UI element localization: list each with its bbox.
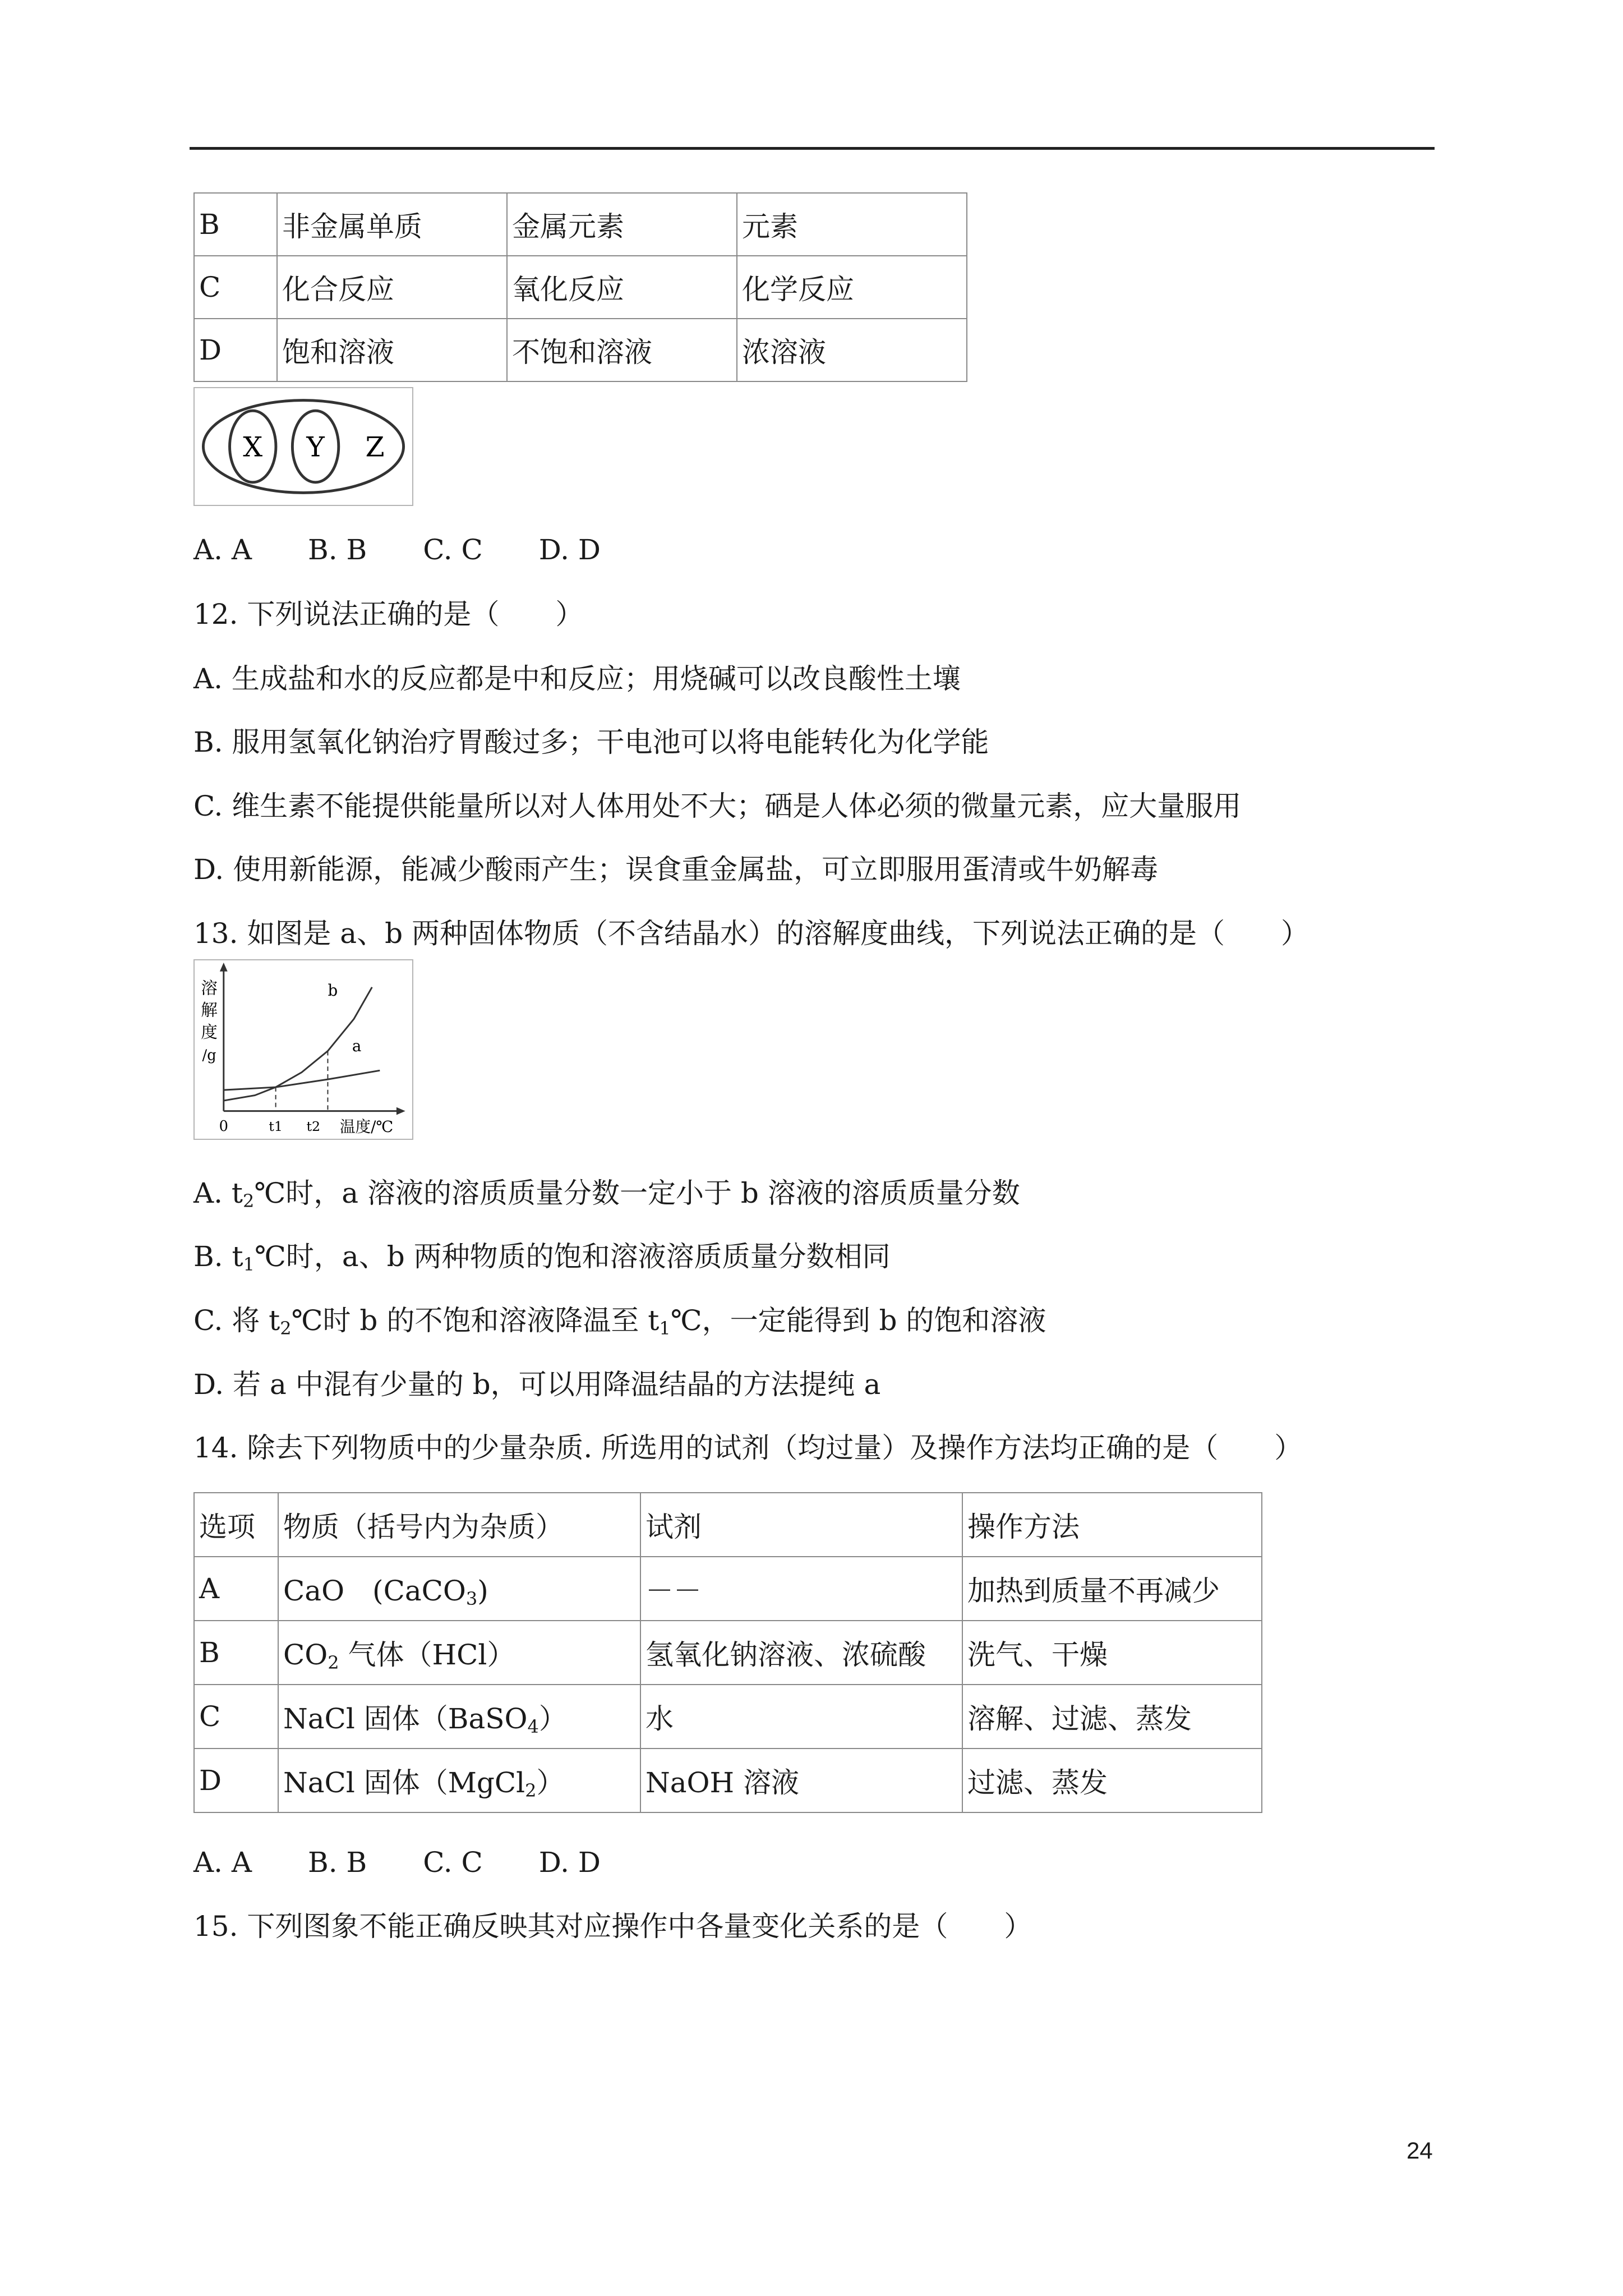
substance-subscript: 2 [525,1780,537,1801]
table-cell [278,1621,640,1685]
substance-text: ） [536,1766,565,1799]
table-header-row [194,1493,1262,1557]
classification-table [193,192,967,382]
table-cell: A [194,1557,278,1621]
x-axis-label: 温度/℃ [339,1117,394,1137]
table-header-cell: 物质（括号内为杂质） [278,1493,640,1557]
y-label-char: 溶 [201,978,218,998]
q12-option-b: B. 服用氢氧化钠治疗胃酸过多；干电池可以将电能转化为化学能 [193,726,989,758]
table-cell: 洗气、干燥 [962,1621,1262,1685]
substance-subscript: 2 [328,1652,339,1673]
y-label-char: /g [202,1047,216,1064]
table-row [194,1685,1262,1749]
x-axis-arrow [396,1107,405,1115]
y-axis-arrow [220,963,228,972]
q11-options: A. A B. B C. C D. D [193,533,601,566]
q13-c-sub2: 1 [659,1318,671,1339]
substance-text: 气体（HCl） [339,1639,515,1671]
page-number: 24 [1407,2137,1433,2164]
x-tick-origin: 0 [219,1118,228,1135]
table-cell: 加热到质量不再减少 [962,1557,1262,1621]
substance-text: NaCl 固体（MgCl [283,1766,525,1799]
substance-text: NaCl 固体（BaSO [283,1703,528,1735]
solubility-curve-a [224,1070,380,1090]
q13-option-b [193,1240,891,1273]
table-cell: 水 [640,1685,962,1749]
table-cell: C [194,256,277,319]
q13-stem: 13. 如图是 a、b 两种固体物质（不含结晶水）的溶解度曲线，下列说法正确的是（ ） [193,917,1310,950]
table-cell: 化学反应 [737,256,967,319]
table-cell: NaOH 溶液 [640,1749,962,1812]
table-row [194,319,967,381]
q12-option-d: D. 使用新能源，能减少酸雨产生；误食重金属盐，可立即服用蛋清或牛奶解毒 [193,853,1159,886]
curve-label-b: b [328,981,338,1000]
table-cell: 饱和溶液 [277,319,507,381]
table-cell: －－ [640,1557,962,1621]
table-cell: C [194,1685,278,1749]
q12-stem: 12. 下列说法正确的是（ ） [193,598,584,631]
x-tick-t2: t2 [306,1119,321,1135]
q13-c-mid: ℃时 b 的不饱和溶液降温至 t [291,1304,660,1337]
q13-b-post: ℃时，a、b 两种物质的饱和溶液溶质质量分数相同 [254,1240,891,1273]
q13-option-d: D. 若 a 中混有少量的 b，可以用降温结晶的方法提纯 a [193,1368,881,1401]
table-cell: 过滤、蒸发 [962,1749,1262,1812]
table-cell: D [194,1749,278,1812]
substance-text: ) [477,1575,488,1607]
q13-option-c [193,1304,1046,1337]
table-header-cell: 操作方法 [962,1493,1262,1557]
q13-c-post: ℃，一定能得到 b 的饱和溶液 [670,1304,1046,1337]
q13-b-pre: B. t [193,1240,243,1273]
table-cell: 氧化反应 [507,256,737,319]
table-cell [278,1557,640,1621]
table-row [194,1557,1262,1621]
table-cell: 不饱和溶液 [507,319,737,381]
table-header-cell: 选项 [194,1493,278,1557]
table-cell: 元素 [737,193,967,256]
venn-label-y: Y [306,430,325,463]
table-cell: 浓溶液 [737,319,967,381]
table-row [194,1749,1262,1812]
substance-text: CO [283,1639,328,1671]
table-cell: B [194,1621,278,1685]
q15-stem: 15. 下列图象不能正确反映其对应操作中各量变化关系的是（ ） [193,1910,1032,1943]
q13-option-a [193,1176,1020,1210]
q13-c-pre: C. 将 t [193,1304,280,1337]
q13-c-sub1: 2 [280,1318,292,1339]
substance-subscript: 3 [465,1588,478,1609]
venn-diagram [193,387,413,506]
q14-options: A. A B. B C. C D. D [193,1846,601,1879]
solubility-chart [193,959,413,1140]
q14-stem: 14. 除去下列物质中的少量杂质. 所选用的试剂（均过量）及操作方法均正确的是（ ） [193,1432,1303,1464]
venn-label-x: X [243,430,263,463]
table-header-cell: 试剂 [640,1493,962,1557]
substance-text: CaO (CaCO [283,1575,466,1607]
table-cell: 金属元素 [507,193,737,256]
curve-label-a: a [352,1036,362,1055]
table-row [194,256,967,319]
table-cell: D [194,319,277,381]
q13-a-sub: 2 [243,1190,255,1212]
impurity-removal-table [193,1492,1262,1813]
table-cell [278,1685,640,1749]
q13-a-pre: A. t [193,1177,243,1209]
table-cell: B [194,193,277,256]
venn-label-z: Z [365,430,385,463]
q12-option-a: A. 生成盐和水的反应都是中和反应；用烧碱可以改良酸性土壤 [193,662,961,695]
x-tick-t1: t1 [269,1119,283,1135]
table-row [194,193,967,256]
y-label-char: 解 [201,1000,218,1020]
table-cell: 溶解、过滤、蒸发 [962,1685,1262,1749]
table-cell [278,1749,640,1812]
table-cell: 非金属单质 [277,193,507,256]
table-row [194,1621,1262,1685]
substance-text: ） [538,1703,567,1735]
substance-subscript: 4 [527,1716,539,1737]
table-cell: 化合反应 [277,256,507,319]
y-label-char: 度 [201,1023,218,1042]
q13-a-post: ℃时，a 溶液的溶质质量分数一定小于 b 溶液的溶质质量分数 [254,1177,1020,1209]
q12-option-c: C. 维生素不能提供能量所以对人体用处不大；硒是人体必须的微量元素，应大量服用 [193,790,1242,822]
header-rule [190,147,1435,150]
q13-b-sub: 1 [243,1254,255,1275]
table-cell: 氢氧化钠溶液、浓硫酸 [640,1621,962,1685]
